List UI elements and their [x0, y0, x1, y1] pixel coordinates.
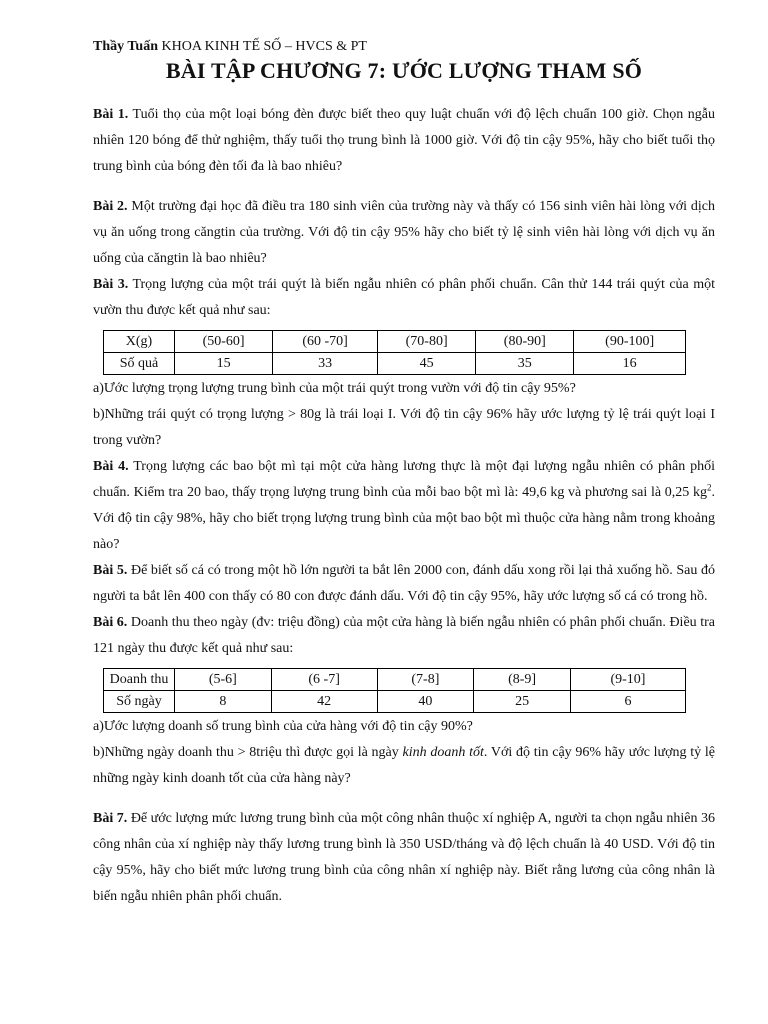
table-cell: 25 — [474, 691, 571, 713]
exercise-label: Bài 2. — [93, 199, 128, 214]
table-cell: 42 — [271, 691, 377, 713]
table-cell: (80-90] — [476, 331, 574, 353]
table-cell: (6 -7] — [271, 669, 377, 691]
header-line — [93, 36, 715, 58]
exercise-7 — [93, 806, 715, 910]
exercise-3-part-a: a)Ước lượng trọng lượng trung bình của một trái quýt trong vườn với độ tin cậy 95%? — [93, 381, 576, 396]
daily-revenue-table — [103, 668, 686, 713]
department-name: KHOA KINH TẾ SỐ – HVCS & PT — [161, 39, 367, 54]
mandarin-weight-table — [103, 330, 686, 375]
table-cell: (90-100] — [574, 331, 686, 353]
table-row — [104, 669, 686, 691]
table-row — [104, 353, 686, 375]
superscript: 2 — [707, 482, 712, 493]
exercise-label: Bài 6. — [93, 615, 128, 630]
exercise-6-part-b — [93, 740, 715, 792]
exercise-4 — [93, 454, 715, 558]
exercise-text: Trọng lượng của một trái quýt là biến ngẫu nhiên có phân phối chuẩn. Cân thử 144 trái quýt của một vườn thu được kết quả như sau: — [93, 277, 716, 318]
table-cell: (9-10] — [570, 669, 685, 691]
exercise-text: b)Những ngày doanh thu > 8triệu thì được gọi là ngày — [93, 745, 403, 760]
exercise-text: Một trường đại học đã điều tra 180 sinh viên của trường này và thấy có 156 sinh viên hài lòng với dịch vụ ăn uống trong căngtin của trường. Với độ tin cậy 95% hãy cho biết tỷ lệ sinh viên hài lòng với dịch vụ ăn uống của căngtin là bao nhiêu? — [93, 199, 715, 266]
exercise-label: Bài 1. — [93, 107, 129, 122]
table-cell: (5-6] — [175, 669, 272, 691]
exercise-label: Bài 7. — [93, 811, 128, 826]
table-cell: Doanh thu — [104, 669, 175, 691]
exercise-1 — [93, 102, 715, 180]
exercise-label: Bài 3. — [93, 277, 129, 292]
exercise-3 — [93, 272, 715, 324]
author-name: Thầy Tuấn — [93, 39, 158, 54]
table-cell: 40 — [377, 691, 474, 713]
exercise-text: Để ước lượng mức lương trung bình của một công nhân thuộc xí nghiệp A, người ta chọn ngẫu nhiên 36 công nhân của xí nghiệp này thấy lương trung bình là 350 USD/tháng và độ lệch chuẩn là 40 USD. Với độ tin cậy 95%, hãy cho biết mức lương trung bình của công nhân xí nghiệp này. Biết rằng lương của công nhân là biến ngẫu nhiên phân phối chuẩn. — [93, 811, 716, 904]
table-cell: 16 — [574, 353, 686, 375]
exercise-text: Tuổi thọ của một loại bóng đèn được biết theo quy luật chuẩn với độ lệch chuẩn 100 giờ. Chọn ngẫu nhiên 120 bóng để thử nghiệm, thấy tuổi thọ trung bình là 1000 giờ. Với độ tin cậy 95%, hãy cho biết tuổi thọ trung bình của bóng đèn tối đa là bao nhiêu? — [93, 107, 716, 174]
table-row — [104, 331, 686, 353]
table-cell: Số ngày — [104, 691, 175, 713]
document-title: BÀI TẬP CHƯƠNG 7: ƯỚC LƯỢNG THAM SỐ — [165, 58, 643, 83]
table-cell: 15 — [175, 353, 273, 375]
exercise-text: Doanh thu theo ngày (đv: triệu đồng) của một cửa hàng là biến ngẫu nhiên có phân phối chuẩn. Điều tra 121 ngày thu được kết quả như sau: — [93, 615, 715, 656]
exercise-text: Để biết số cá có trong một hồ lớn người ta bắt lên 2000 con, đánh dấu xong rồi lại thả xuống hồ. Sau đó người ta bắt lên 400 con thấy có 80 con được đánh dấu. Với độ tin cậy 95%, hãy ước lượng số cá có trong hồ. — [93, 563, 716, 604]
table-cell: Số quả — [104, 353, 175, 375]
exercise-text: Trọng lượng các bao bột mì tại một cửa hàng lương thực là một đại lượng ngẫu nhiên có phân phối chuẩn. Kiểm tra 20 bao, thấy trọng lượng trung bình của mỗi bao bột mì là: 49,6 kg và phương sai là 0,25 kg — [93, 459, 715, 500]
exercise-6-part-a: a)Ước lượng doanh số trung bình của cửa hàng với độ tin cậy 90%? — [93, 719, 473, 734]
table-cell: (7-8] — [377, 669, 474, 691]
table-cell: 6 — [570, 691, 685, 713]
exercise-5 — [93, 558, 715, 610]
table-cell: 35 — [476, 353, 574, 375]
table-cell: (8-9] — [474, 669, 571, 691]
table-cell: X(g) — [104, 331, 175, 353]
exercise-6 — [93, 610, 715, 662]
italic-term: kinh doanh tốt — [402, 745, 484, 760]
table-cell: 45 — [378, 353, 476, 375]
table-row — [104, 691, 686, 713]
exercise-text: . Với độ tin cậy 96% hãy ước lượng tỷ lệ những ngày kinh doanh tốt của cửa hàng này? — [93, 745, 716, 786]
table-cell: (50-60] — [175, 331, 273, 353]
exercise-label: Bài 4. — [93, 459, 129, 474]
exercise-text: . Với độ tin cậy 98%, hãy cho biết trọng lượng trung bình của một bao bột mì thuộc cửa hàng nằm trong khoảng nào? — [93, 485, 715, 552]
table-cell: 8 — [175, 691, 272, 713]
table-cell: 33 — [273, 353, 378, 375]
table-cell: (70-80] — [378, 331, 476, 353]
exercise-label: Bài 5. — [93, 563, 128, 578]
table-cell: (60 -70] — [273, 331, 378, 353]
document-page — [93, 36, 715, 910]
exercise-3-part-b: b)Những trái quýt có trọng lượng > 80g là trái loại I. Với độ tin cậy 96% hãy ước lượng tỷ lệ trái quýt loại I trong vườn? — [93, 407, 715, 448]
exercise-2 — [93, 194, 715, 272]
